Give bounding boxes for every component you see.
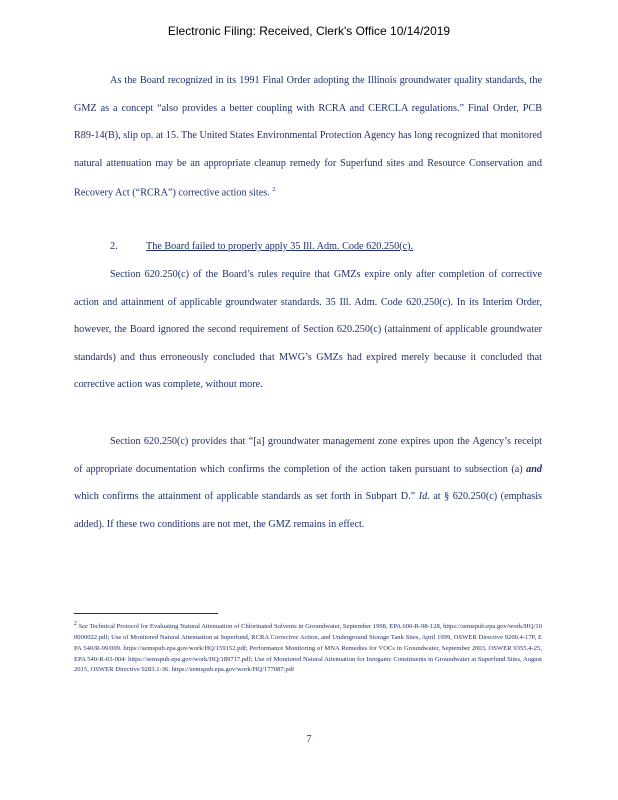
footnote-text: Technical Protocol for Evaluating Natural Attenuation of Chlorinated Solvents in Groundwater, September 1998, EPA 600-R-98-128, https://semspub.epa.gov/work/HQ/100000022.pdf; Use of Monitored Natural Attenuation at Superfund, RCRA Corrective Action, and Underground Storage Tank Sites, April 1999, OSWER Directive 9200.4-17P, EPA 540/R-99/009. https://semspub.epa.gov/work/HQ/159152.pdf; Performance Monitoring of MNA Remedies for VOCs in Groundwater, September 2003, OSWER 9355.4-25, EPA 540-R-03-004: https://semspub.epa.gov/work/HQ/189717.pdf; Use of Monitored Natural Attenuation for Inorganic Constituents in Groundwater at Superfund Sites, August 2015, OSWER Directive 9283.1-36. https://semspub.epa.gov/work/HQ/177087.pdf [74, 623, 542, 674]
paragraph-gmz-concept [74, 67, 542, 207]
citation-id: Id [418, 491, 428, 503]
heading-title: The Board failed to properly apply 35 Ill. Adm. Code 620.250(c). [146, 241, 414, 252]
paragraph-text: As the Board recognized in its 1991 Final Order adopting the Illinois groundwater quality standards, the GMZ as a concept “also provides a better coupling with RCRA and CERCLA regulations.” Final Order, PCB R89-14(B), slip op. at 15. The United States Environmental Protection Agency has long recognized that monitored natural attenuation may be an appropriate cleanup remedy for Superfund sites and Resource Conservation and Recovery Act (“RCRA”) corrective action sites. [74, 75, 542, 199]
quote-part-1: Section 620.250(c) provides that “[a] groundwater management zone expires upon the Agency’s receipt of appropriate documentation which confirms the completion of the action taken pursuant to subsection (a) [74, 436, 542, 475]
quote-part-3: . at § 620.250(c) (emphasis added). If these two conditions are not met, the GMZ remains in effect. [74, 491, 542, 530]
paragraph-section-620-250c-rule [74, 261, 542, 399]
footnote-see: See [78, 623, 88, 631]
page-number: 7 [306, 734, 312, 745]
paragraph-section-620-250c-quote [74, 428, 542, 538]
filing-header: Electronic Filing: Received, Clerk's Office 10/14/2019 [167, 24, 451, 38]
paragraph-text: Section 620.250(c) of the Board’s rules require that GMZs expire only after completion of corrective action and attainment of applicable groundwater standards. 35 Ill. Adm. Code 620.250(c). In its Interim Order, however, the Board ignored the second requirement of Section 620.250(c) (attainment of applicable groundwater standards) and thus erroneously concluded that MWG’s GMZs had expired merely because it concluded that corrective action was complete, without more. [74, 269, 542, 391]
section-heading [74, 233, 542, 261]
heading-number: 2. [110, 241, 118, 252]
quote-part-2: which confirms the attainment of applicable standards as set forth in Subpart D.” [74, 491, 416, 503]
footnote-number: 2 [74, 621, 77, 627]
footnote [74, 619, 542, 676]
emphasis-and: and [526, 463, 543, 475]
footnote-reference[interactable]: 2 [272, 187, 276, 194]
footnote-separator [74, 613, 218, 614]
